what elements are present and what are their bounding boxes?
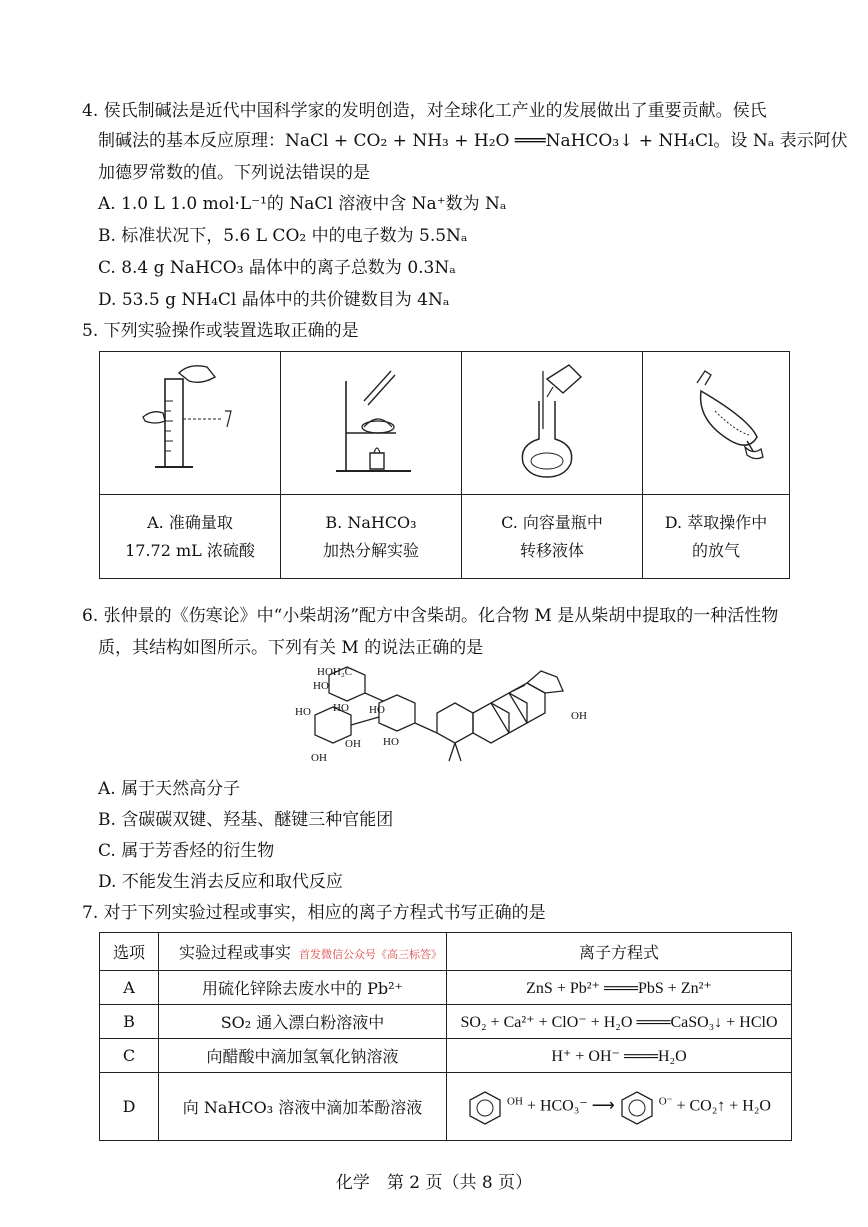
q5-figure-a: [100, 352, 281, 495]
q5-caption-b: B. NaHCO₃ 加热分解实验: [281, 495, 462, 579]
q7-row-eq: H⁺ + OH⁻ ═══H₂O: [447, 1039, 792, 1073]
q4-option-d: D. 53.5 g NH₄Cl 晶体中的共价键数目为 4Nₐ: [98, 290, 450, 310]
q7-row-desc: SO₂ 通入漂白粉溶液中: [159, 1005, 447, 1039]
q6-option-d: D. 不能发生消去反应和取代反应: [98, 872, 343, 892]
q7-row-desc: 向醋酸中滴加氢氧化钠溶液: [159, 1039, 447, 1073]
o-minus-label: O⁻: [658, 1094, 673, 1107]
q5-options-table: [99, 351, 790, 579]
q6-option-b: B. 含碳碳双键、羟基、醚键三种官能团: [98, 810, 394, 830]
q7-stem: 7. 对于下列实验过程或事实，相应的离子方程式书写正确的是: [82, 903, 546, 923]
q4-option-c: C. 8.4 g NaHCO₃ 晶体中的离子总数为 0.3Nₐ: [98, 258, 456, 278]
q4-line2: 制碱法的基本反应原理：NaCl + CO₂ + NH₃ + H₂O ═══NaHCO₃↓ + NH₄Cl。设 Nₐ 表示阿伏: [98, 131, 848, 151]
structure-label: HO: [295, 706, 311, 718]
q4-line3: 加德罗常数的值。下列说法错误的是: [98, 163, 370, 183]
q6-line1: 6. 张仲景的《伤寒论》中“小柴胡汤”配方中含柴胡。化合物 M 是从柴胡中提取的一种活性物: [82, 606, 779, 626]
watermark: 首发微信公众号《高三标答》: [299, 948, 443, 961]
eq-mid: + HCO₃⁻ ⟶: [526, 1097, 615, 1115]
structure-label: HO: [383, 736, 399, 748]
table-row: [100, 1039, 792, 1073]
q5-figure-c: [462, 352, 643, 495]
structure-label: OH: [345, 738, 361, 750]
q7-header-option: 选项: [100, 933, 159, 971]
q5-figure-b: [281, 352, 462, 495]
q5-figure-d: [643, 352, 790, 495]
q5-stem: 5. 下列实验操作或装置选取正确的是: [82, 321, 359, 341]
table-row: [100, 1005, 792, 1039]
q7-row-eq: SO₂ + Ca²⁺ + ClO⁻ + H₂O ═══CaSO₃↓ + HClO: [447, 1005, 792, 1039]
table-row: [100, 971, 792, 1005]
q7-row-option: C: [100, 1039, 159, 1073]
q6-option-c: C. 属于芳香烃的衍生物: [98, 841, 275, 861]
q5-caption-d: D. 萃取操作中 的放气: [643, 495, 790, 579]
page-footer: 化学 第 2 页（共 8 页）: [335, 1173, 533, 1193]
q7-row-option: A: [100, 971, 159, 1005]
q7-header-eq: 离子方程式: [447, 933, 792, 971]
oh-label: OH: [507, 1094, 523, 1107]
phenoxide-ring-icon: [619, 1089, 659, 1125]
q6-option-a: A. 属于天然高分子: [98, 779, 241, 799]
q7-header-desc: 实验过程或事实 首发微信公众号《高三标答》: [159, 933, 447, 971]
volumetric-flask-icon: [497, 361, 607, 481]
q5-caption-a: A. 准确量取 17.72 mL 浓硫酸: [100, 495, 281, 579]
heating-apparatus-icon: [316, 361, 426, 481]
q7-row-eq: [447, 1073, 792, 1141]
structure-label: HOH₂C: [317, 666, 353, 678]
structure-label: HO: [333, 702, 349, 714]
q7-row-desc: 用硫化锌除去废水中的 Pb²⁺: [159, 971, 447, 1005]
graduated-cylinder-icon: [135, 361, 245, 481]
q4-option-b: B. 标准状况下，5.6 L CO₂ 中的电子数为 5.5Nₐ: [98, 226, 468, 246]
q7-row-eq: ZnS + Pb²⁺ ═══PbS + Zn²⁺: [447, 971, 792, 1005]
q7-table: [99, 932, 792, 1141]
q4-line1: 4. 侯氏制碱法是近代中国科学家的发明创造，对全球化工产业的发展做出了重要贡献。侯氏: [82, 101, 767, 121]
q5-caption-c: C. 向容量瓶中 转移液体: [462, 495, 643, 579]
structure-label: HO: [369, 704, 385, 716]
q4-option-a: A. 1.0 L 1.0 mol·L⁻¹的 NaCl 溶液中含 Na⁺数为 Nₐ: [98, 194, 507, 214]
table-row: [100, 1073, 792, 1141]
structure-label: HO: [313, 680, 329, 692]
structure-label: OH: [571, 710, 587, 722]
structure-label: OH: [311, 752, 327, 764]
q7-row-desc: 向 NaHCO₃ 溶液中滴加苯酚溶液: [159, 1073, 447, 1141]
q7-row-option: D: [100, 1073, 159, 1141]
phenol-ring-icon: [467, 1089, 507, 1125]
separatory-funnel-icon: [661, 361, 771, 481]
compound-m-structure: [285, 665, 605, 773]
q7-row-option: B: [100, 1005, 159, 1039]
eq-end: + CO₂↑ + H₂O: [676, 1097, 771, 1115]
q6-line2: 质，其结构如图所示。下列有关 M 的说法正确的是: [98, 638, 484, 658]
